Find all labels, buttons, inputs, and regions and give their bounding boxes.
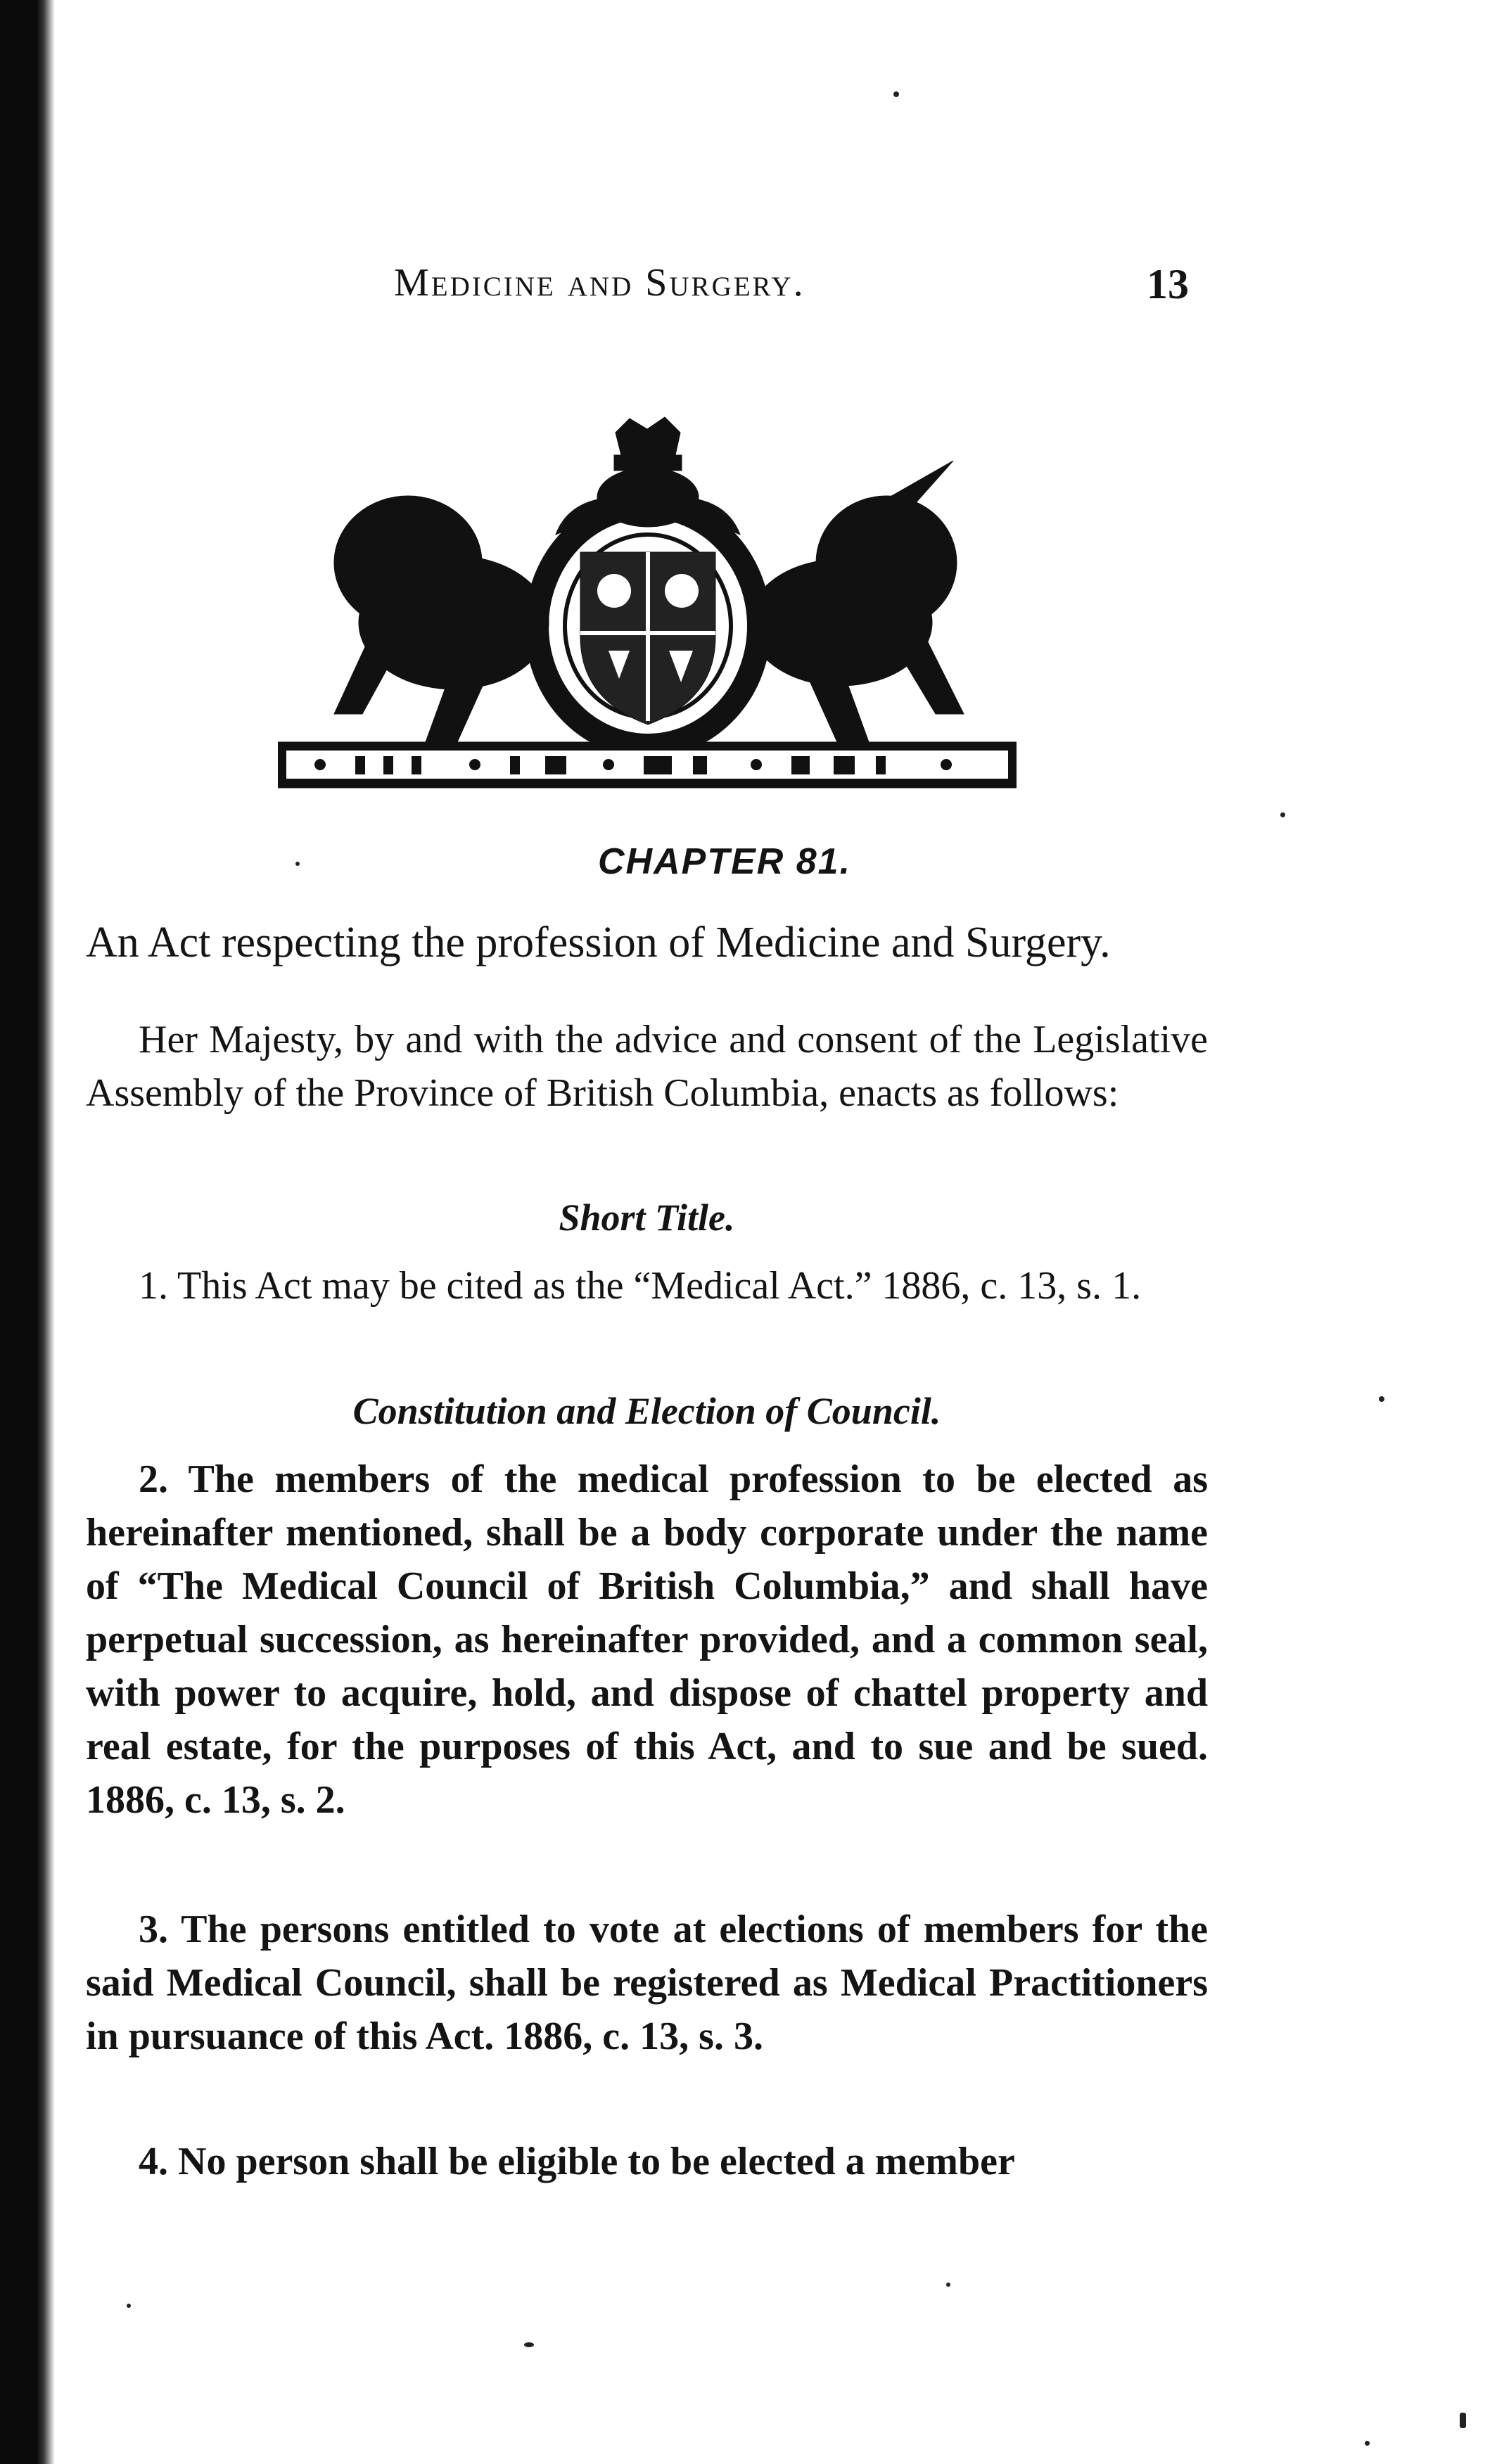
running-head <box>394 260 1189 324</box>
scan-speck <box>893 91 899 97</box>
page-number: 13 <box>1147 261 1189 307</box>
scan-speck <box>127 2304 131 2308</box>
scan-speck <box>1460 2413 1466 2428</box>
scan-speck <box>1379 1396 1384 1402</box>
side-heading-constitution: Constitution and Election of Council. <box>352 1390 941 1432</box>
running-title: Medicine and Surgery. <box>394 261 805 305</box>
enacting-clause: Her Majesty, by and with the advice and consent of the Legislative Assembly of the Province of British Columbia, enacts as follows: <box>86 1018 1208 1115</box>
scan-speck <box>1365 2441 1370 2446</box>
scan-speck <box>524 2342 534 2347</box>
scan-speck <box>1280 812 1285 817</box>
chapter-heading: CHAPTER 81. <box>597 841 852 882</box>
side-heading-short-title: Short Title. <box>559 1196 735 1239</box>
section-2: 2. The members of the medical profession to be elected as hereinafter mentioned, shall be a body corporate under the name of “The Medical Council of British Columbia,” and shall have perpetual succession, as hereinafter provided, and a common seal, with power to acquire, hold, and dispose of chattel property and real estate, for the purposes of this Act, and to sue and be sued. 1886, c. 13, s. 2. <box>86 1457 1208 1822</box>
scan-speck <box>946 2283 950 2287</box>
act-title: An Act respecting the profession of Medicine and Surgery. <box>86 919 1111 966</box>
section-3: 3. The persons entitled to vote at elections of members for the said Medical Council, shall be registered as Medical Practitioners in pursuance of this Act. 1886, c. 13, s. 3. <box>86 1908 1208 2058</box>
royal-coat-of-arms-icon <box>278 411 1017 805</box>
section-4: 4. No person shall be eligible to be elected a member <box>139 2140 1015 2183</box>
page-binding-edge <box>0 0 55 2464</box>
section-1: 1. This Act may be cited as the “Medical Act.” 1886, c. 13, s. 1. <box>139 1264 1142 1308</box>
